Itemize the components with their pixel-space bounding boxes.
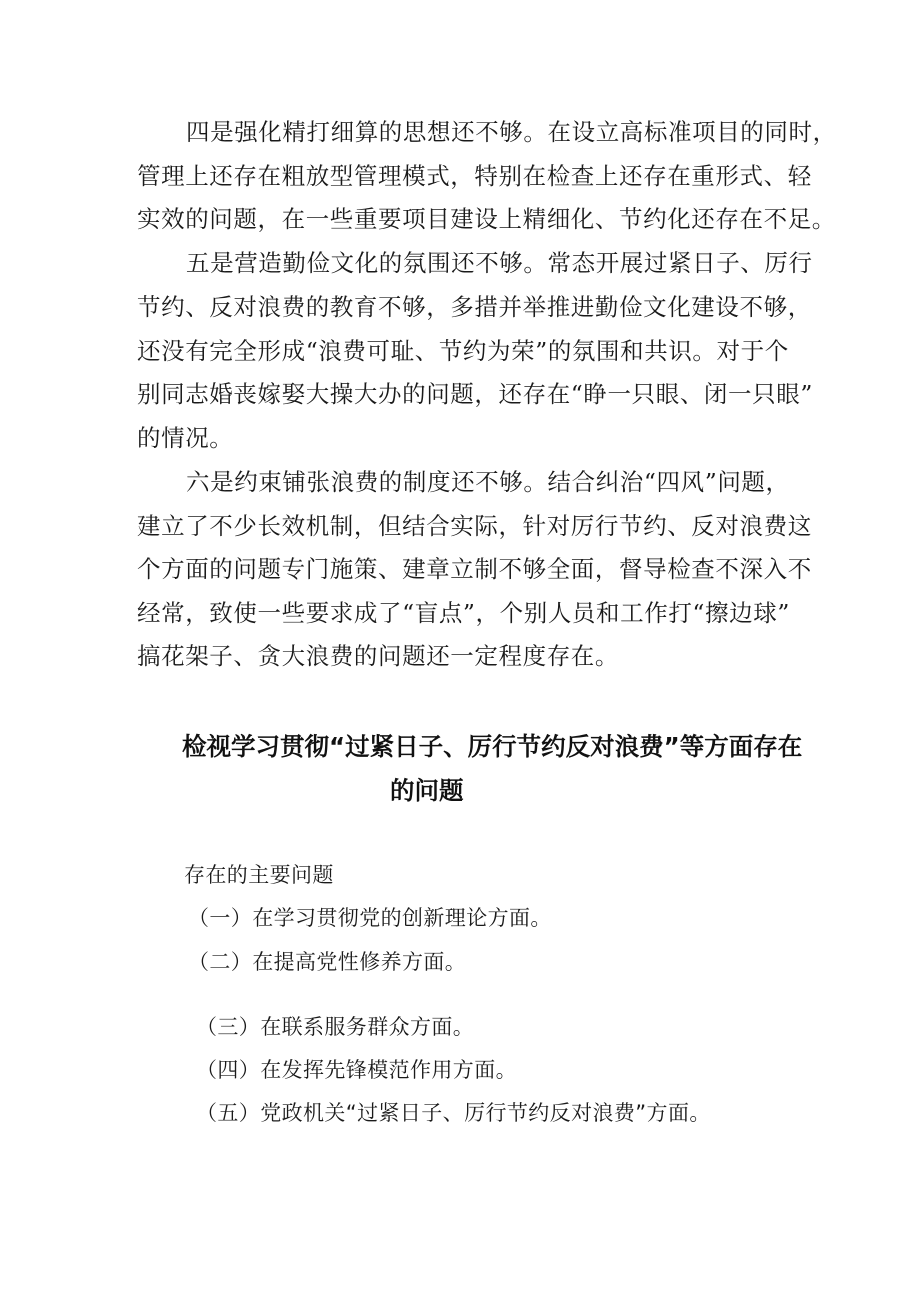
heading-line-1: 检视学习贯彻“过紧日子、厉行节约反对浪费”等方面存在 [182,732,803,761]
paragraph-line: 个方面的问题专门施策、建章立制不够全面，督导检查不深入不 [137,555,812,583]
paragraph-line: 的情况。 [137,424,234,452]
paragraph-line: 节约、反对浪费的教育不够，多措并举推进勤俭文化建设不够， [137,293,812,321]
paragraph-line: 管理上还存在粗放型管理模式，特别在检查上还存在重形式、轻 [137,162,812,190]
paragraph-line: 四是强化精打细算的思想还不够。在设立高标准项目的同时， [186,118,837,146]
list-item: （五）党政机关“过紧日子、厉行节约反对浪费”方面。 [196,1101,711,1125]
paragraph-line: 还没有完全形成“浪费可耻、节约为荣”的氛围和共识。对于个 [137,337,789,365]
paragraph-line: 建立了不少长效机制，但结合实际，针对厉行节约、反对浪费这 [137,512,812,540]
paragraph-line: 实效的问题，在一些重要项目建设上精细化、节约化还存在不足。 [137,205,836,233]
list-item: （四）在发挥先锋模范作用方面。 [196,1058,517,1082]
section-label: 存在的主要问题 [184,863,334,887]
paragraph-line: 经常，致使一些要求成了“盲点”，个别人员和工作打“擦边球” [137,599,790,627]
heading-line-2: 的问题 [390,776,464,805]
paragraph-line: 五是营造勤俭文化的氛围还不够。常态开展过紧日子、厉行 [186,249,813,277]
paragraph-line: 六是约束铺张浪费的制度还不够。结合纠治“四风”问题， [186,468,790,496]
list-item: （二）在提高党性修养方面。 [188,950,467,974]
list-item: （一）在学习贯彻党的创新理论方面。 [188,906,552,930]
paragraph-line: 搞花架子、贪大浪费的问题还一定程度存在。 [137,642,619,670]
paragraph-line: 别同志婚丧嫁娶大操大办的问题，还存在“睁一只眼、闭一只眼” [137,380,813,408]
list-item: （三）在联系服务群众方面。 [196,1015,475,1039]
